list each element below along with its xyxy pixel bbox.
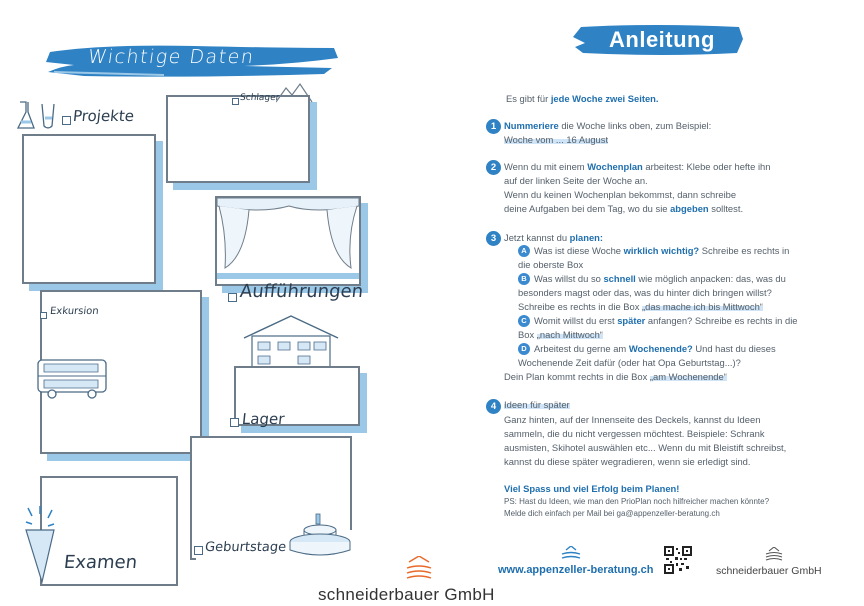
step-2-line-3: Wenn du keinen Wochenplan bekommst, dann schreibe: [504, 189, 737, 200]
birthday-cake-icon: [286, 510, 356, 558]
chalet-icon: [238, 312, 344, 372]
right-banner-title: Anleitung: [609, 27, 715, 52]
waves-logo-icon: [560, 546, 582, 562]
step-4-title: Ideen für später: [504, 399, 570, 410]
step-4-line-1: Ganz hinten, auf der Innenseite des Deckels, kannst du Ideen: [504, 414, 761, 425]
step-3a-line-1: Was ist diese Woche wirklich wichtig? Schreibe es rechts in: [534, 245, 790, 256]
double-decker-bus-icon: [36, 356, 110, 400]
step-4-line-3: ausmisten, Skihotel auswählen etc... Wenn du mit Bleistift schreibst,: [504, 442, 787, 453]
step-4-line-2: sammeln, die du nicht vergessen möchtest. Beispiele: Schrank: [504, 428, 765, 439]
step-3d-badge: D: [518, 343, 530, 355]
anleitung-banner: [573, 23, 745, 57]
step-2-line-2: auf der linken Seite der Woche an.: [504, 175, 648, 186]
checkbox-icon: [62, 116, 71, 125]
step-2-line-4: deine Aufgaben bei dem Tag, wo du sie abgeben solltest.: [504, 203, 744, 214]
brand-logo-icon: [764, 547, 784, 561]
step-4-line-4: kannst du diese später wegradieren, wenn sie erledigt sind.: [504, 456, 751, 467]
step-2-badge: 2: [486, 160, 501, 175]
geburtstage-label: Geburtstage: [204, 540, 287, 555]
step-3-final: Dein Plan kommt rechts in die Box „am Wochenende“: [504, 371, 727, 382]
checkbox-icon: [194, 546, 203, 555]
projekte-label: Projekte: [72, 107, 135, 125]
schlager-label: Schlager: [239, 93, 280, 103]
step-3c-line-2: Box „nach Mittwoch“: [518, 329, 603, 340]
left-banner-title: Wichtige Daten: [86, 46, 256, 68]
lab-flasks-icon: [14, 98, 66, 132]
step-3d-line-1: Arbeitest du gerne am Wochenende? Und hast du dieses: [534, 343, 776, 354]
website-link[interactable]: www.appenzeller-beratung.ch: [498, 564, 654, 576]
company-logo-icon: [404, 556, 434, 584]
footer-brand: schneiderbauer GmbH: [716, 565, 822, 577]
step-3c-badge: C: [518, 315, 530, 327]
step-1-example: Woche vom ... 16 August: [504, 134, 609, 145]
projekte-box[interactable]: [22, 134, 156, 284]
checkbox-icon: [228, 293, 237, 302]
wichtige-daten-banner: [44, 38, 340, 80]
exkursion-label: Exkursion: [49, 306, 100, 317]
auffuehrungen-label: Aufführungen: [238, 281, 365, 302]
step-3b-line-2: besonders magst oder das, was du hinter dich bringen willst?: [518, 287, 772, 298]
closing-ps-2: Melde dich einfach per Mail bei ga@appenzeller-beratung.ch: [504, 509, 720, 518]
step-3d-line-2: Wochenende Zeit dafür (oder hat Opa Geburtstag...)?: [518, 357, 741, 368]
checkbox-icon: [232, 98, 239, 105]
step-4-badge: 4: [486, 399, 501, 414]
party-cone-icon: [24, 506, 58, 586]
step-3c-line-1: Womit willst du erst später anfangen? Schreibe es rechts in die: [534, 315, 798, 326]
step-3-badge: 3: [486, 231, 501, 246]
qr-code-icon: [664, 546, 692, 574]
mountains-icon: [276, 82, 314, 104]
step-3b-line-1: Was willst du so schnell wie möglich anpacken: das, was du: [534, 273, 786, 284]
step-3b-line-3: Schreibe es rechts in die Box „das mache ich bis Mittwoch“: [518, 301, 763, 312]
schlager-box[interactable]: [166, 95, 310, 183]
intro-text: Es gibt für jede Woche zwei Seiten.: [506, 93, 659, 104]
step-1-badge: 1: [486, 119, 501, 134]
step-2-line-1: Wenn du mit einem Wochenplan arbeitest: Klebe oder hefte ihn: [504, 161, 771, 172]
step-3a-badge: A: [518, 245, 530, 257]
step-3a-line-2: die oberste Box: [518, 259, 584, 270]
closing-ps-1: PS: Hast du Ideen, wie man den PrioPlan noch hilfreicher machen könnte?: [504, 497, 770, 506]
lager-label: Lager: [241, 410, 286, 428]
checkbox-icon: [230, 418, 239, 427]
checkbox-icon: [40, 312, 47, 319]
examen-label: Examen: [62, 552, 139, 573]
step-1-line: Nummeriere die Woche links oben, zum Beispiel:: [504, 120, 712, 131]
step-3-line-1: Jetzt kannst du planen:: [504, 232, 604, 243]
step-3b-badge: B: [518, 273, 530, 285]
closing-title: Viel Spass und viel Erfolg beim Planen!: [504, 483, 680, 494]
bottom-brand: schneiderbauer GmbH: [318, 585, 495, 604]
stage-curtain-icon: [215, 196, 361, 286]
